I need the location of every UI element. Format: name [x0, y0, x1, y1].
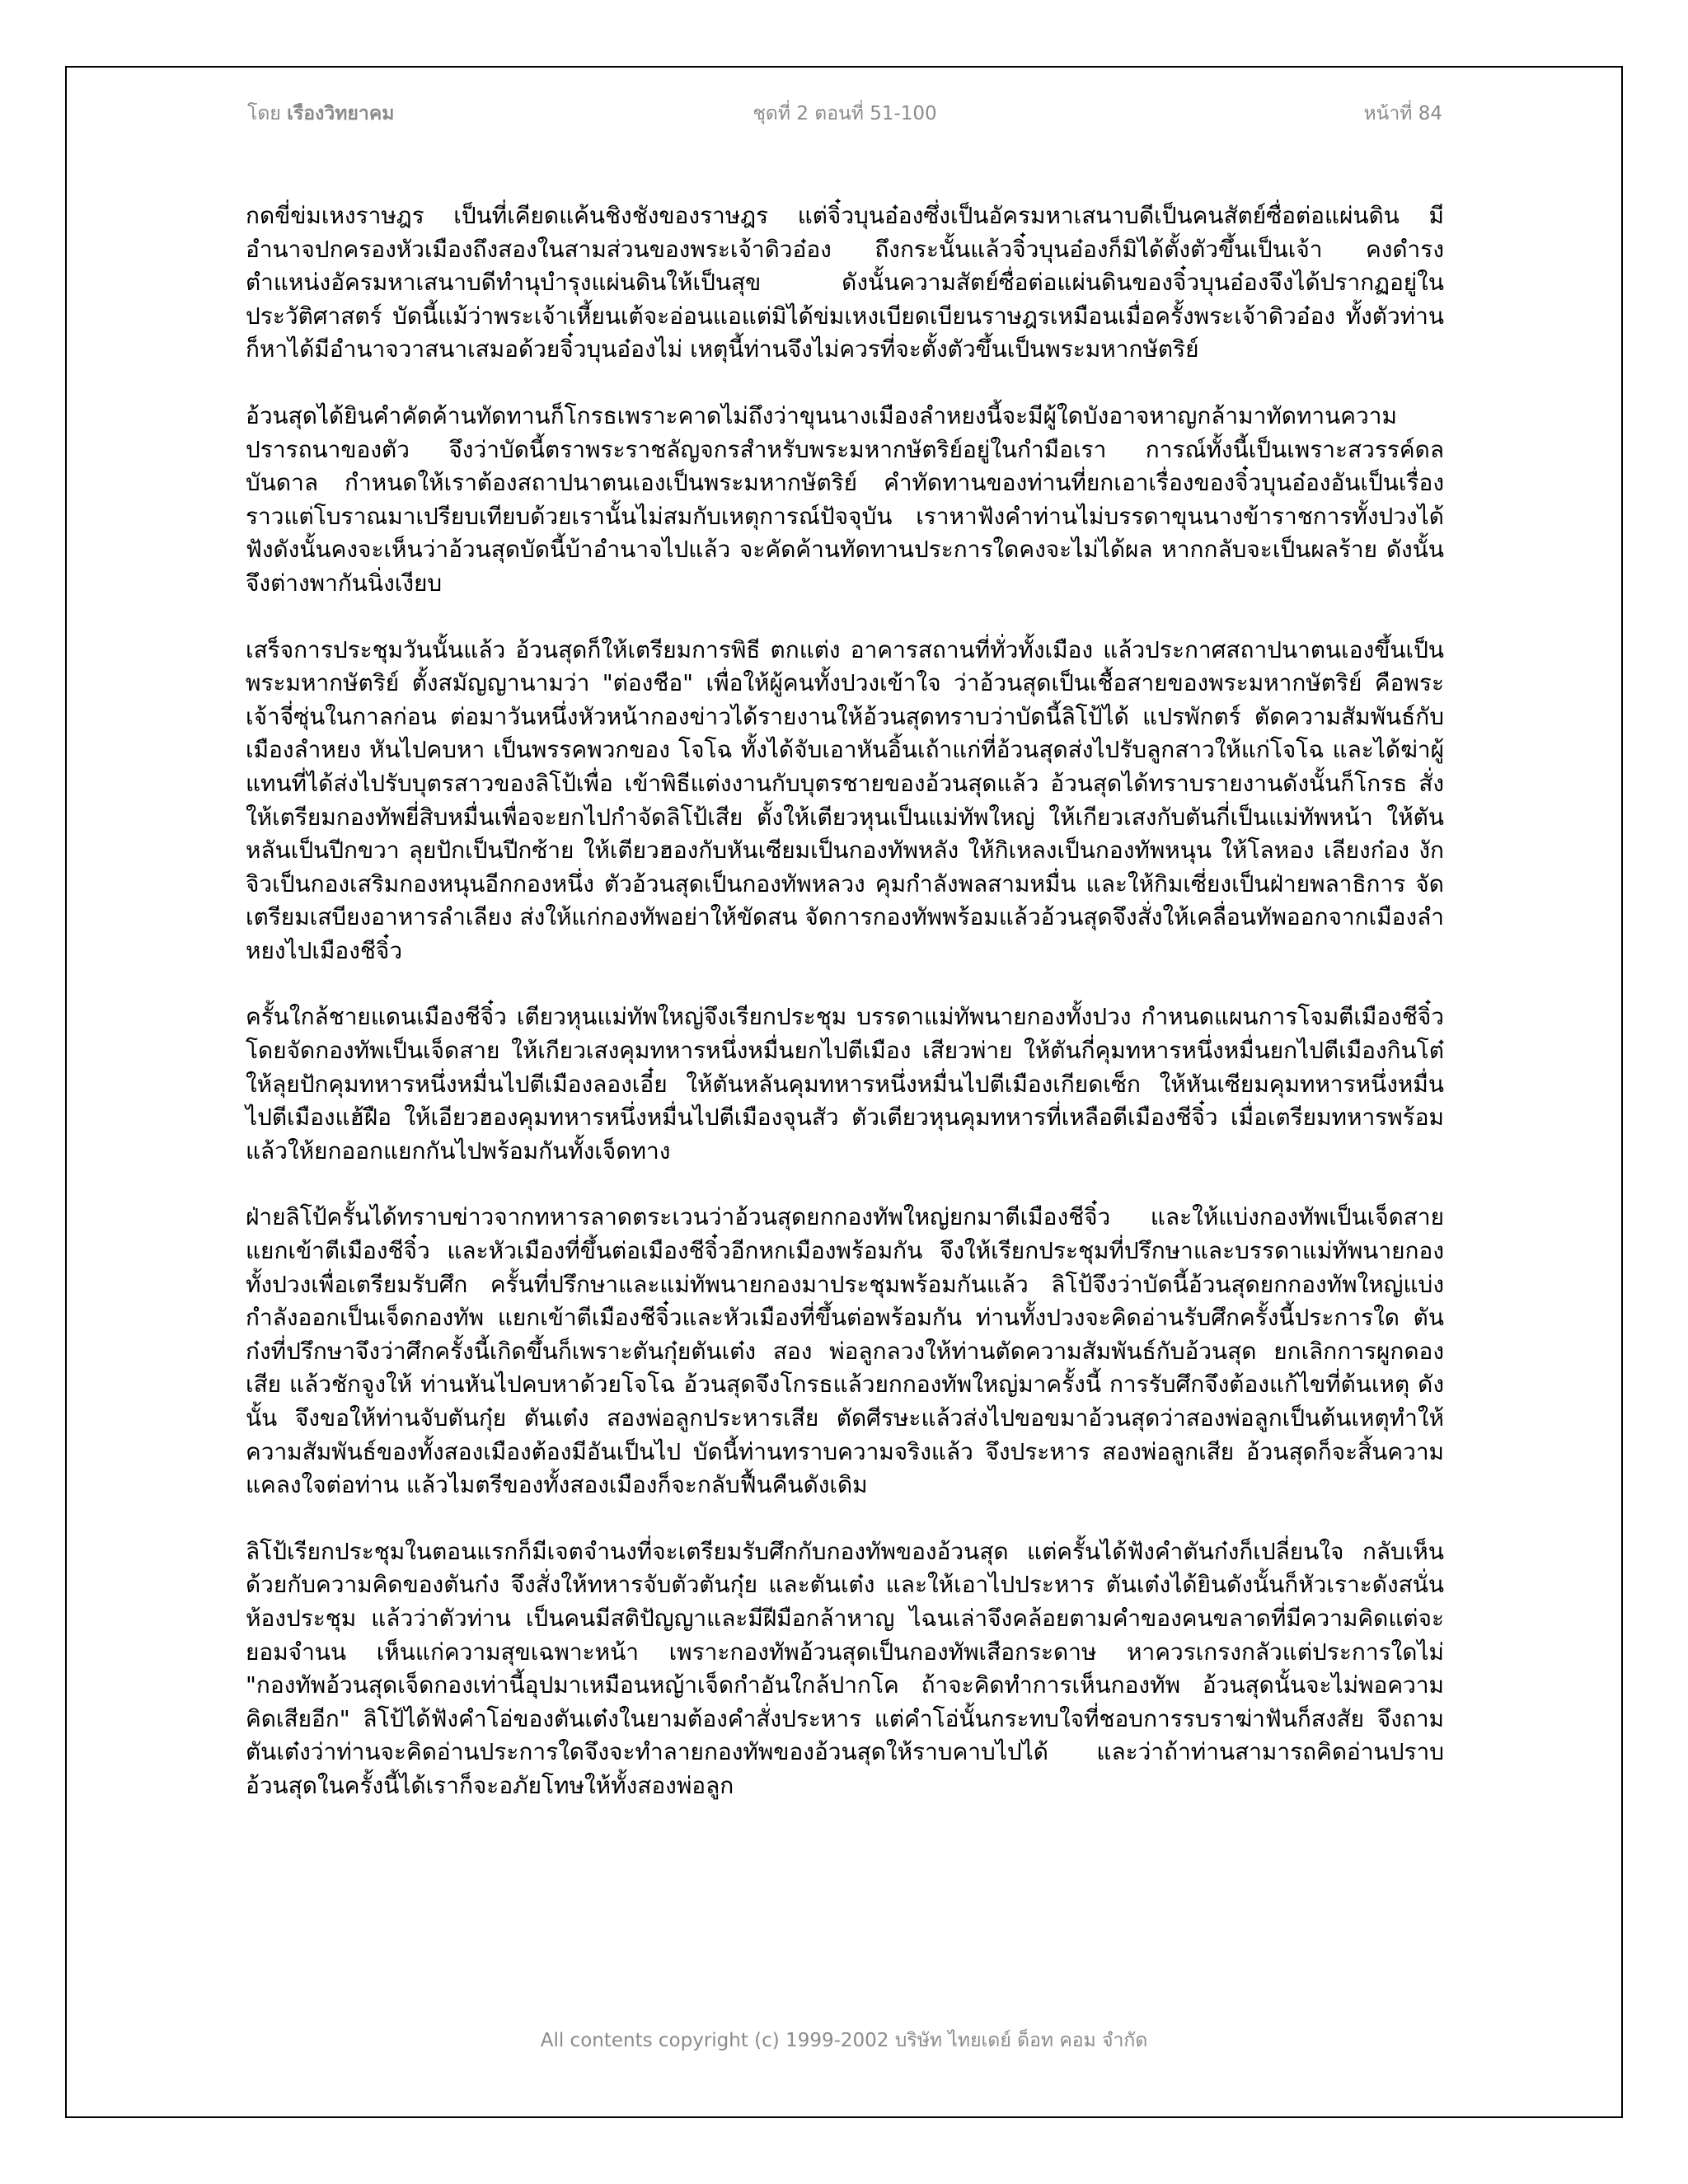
paragraph: ลิโป้เรียกประชุมในตอนแรกก็มีเจตจำนงที่จะเตรียมรับศึกกับกองทัพของอ้วนสุด แต่ครั้นได้ฟังคำตันก๋งก็เปลี่ยนใจ กลับเห็นด้วยกับความคิดของตันก๋ง จึงสั่งให้ทหารจับตัวตันกุ๋ย และตันเต๋ง และให้เอาไปประหาร ตันเต๋งได้ยินดังนั้นก็หัวเราะดังสนั่นห้องประชุม แล้วว่าตัวท่าน เป็นคนมีสติปัญญาและมีฝีมือกล้าหาญ ไฉนเล่าจึงคล้อยตามคำของคนขลาดที่มีความคิดแต่จะยอมจำนน เห็นแก่ความสุขเฉพาะหน้า เพราะกองทัพอ้วนสุดเป็นกองทัพเสือกระดาษ หาควรเกรงกลัวแต่ประการใดไม่ "กองทัพอ้วนสุดเจ็ดกองเท่านี้อุปมาเหมือนหญ้าเจ็ดกำอันใกล้ปากโค ถ้าจะคิดทำการเห็นกองทัพ อ้วนสุดนั้นจะไม่พอความคิดเสียอีก" ลิโป้ได้ฟังคำโอ่ของตันเต๋งในยามต้องคำสั่งประหาร แต่คำโอ่นั้นกระทบใจที่ชอบการรบราฆ่าฟันก็สงสัย จึงถามตันเต๋งว่าท่านจะคิดอ่านประการใดจึงจะทำลายกองทัพของอ้วนสุดให้ราบคาบไปได้ และว่าถ้าท่านสามารถคิดอ่านปราบอ้วนสุดในครั้งนี้ได้เราก็จะอภัยโทษให้ทั้งสองพ่อลูก [246, 1537, 1444, 1799]
page-number: หน้าที่ 84 [1363, 103, 1442, 124]
author-prefix: โดย [247, 103, 281, 124]
paragraph: ฝ่ายลิโป้ครั้นได้ทราบข่าวจากทหารลาดตระเวนว่าอ้วนสุดยกกองทัพใหญ่ยกมาตีเมืองชีจิ๋ว และให้แบ่งกองทัพเป็นเจ็ดสาย แยกเข้าตีเมืองชีจิ๋ว และหัวเมืองที่ขึ้นต่อเมืองชีจิ๋วอีกหกเมืองพร้อมกัน จึงให้เรียกประชุมที่ปรึกษาและบรรดาแม่ทัพนายกองทั้งปวงเพื่อเตรียมรับศึก ครั้นที่ปรึกษาและแม่ทัพนายกองมาประชุมพร้อมกันแล้ว ลิโป้จึงว่าบัดนี้อ้วนสุดยกกองทัพใหญ่แบ่งกำลังออกเป็นเจ็ดกองทัพ แยกเข้าตีเมืองชีจิ๋วและหัวเมืองที่ขึ้นต่อพร้อมกัน ท่านทั้งปวงจะคิดอ่านรับศึกครั้งนี้ประการใด ตันก๋งที่ปรึกษาจึงว่าศึกครั้งนี้เกิดขึ้นก็เพราะตันกุ๋ยตันเต๋ง สอง พ่อลูกลวงให้ท่านตัดความสัมพันธ์กับอ้วนสุด ยกเลิกการผูกดองเสีย แล้วชักจูงให้ ท่านหันไปคบหาด้วยโจโฉ อ้วนสุดจึงโกรธแล้วยกกองทัพใหญ่มาครั้งนี้ การรับศึกจึงต้องแก้ไขที่ต้นเหตุ ดังนั้น จึงขอให้ท่านจับตันกุ๋ย ตันเต๋ง สองพ่อลูกประหารเสีย ตัดศีรษะแล้วส่งไปขอขมาอ้วนสุดว่าสองพ่อลูกเป็นต้นเหตุทำให้ความสัมพันธ์ของทั้งสองเมืองต้องมีอันเป็นไป บัดนี้ท่านทราบความจริงแล้ว จึงประหาร สองพ่อลูกเสีย อ้วนสุดก็จะสิ้นความแคลงใจต่อท่าน แล้วไมตรีของทั้งสองเมืองก็จะกลับฟื้นคืนดังเดิม [246, 1203, 1444, 1499]
article-body [246, 199, 1444, 1836]
page-header [247, 99, 1442, 127]
paragraph: ครั้นใกล้ชายแดนเมืองชีจิ๋ว เตียวหุนแม่ทัพใหญ่จึงเรียกประชุม บรรดาแม่ทัพนายกองทั้งปวง กำหนดแผนการโจมตีเมืองชีจิ๋ว โดยจัดกองทัพเป็นเจ็ดสาย ให้เกียวเสงคุมทหารหนึ่งหมื่นยกไปตีเมือง เสียวพ่าย ให้ตันกี่คุมทหารหนึ่งหมื่นยกไปตีเมืองกินโต๋ ให้ลุยปักคุมทหารหนึ่งหมื่นไปตีเมืองลองเอี๋ย ให้ตันหลันคุมทหารหนึ่งหมื่นไปตีเมืองเกียดเซ็ก ให้หันเซียมคุมทหารหนึ่งหมื่นไปตีเมืองแฮ้ฝือ ให้เอียวฮองคุมทหารหนึ่งหมื่นไปตีเมืองจุนสัว ตัวเตียวหุนคุมทหารที่เหลือตีเมืองชีจิ๋ว เมื่อเตรียมทหารพร้อมแล้วให้ยกออกแยกกันไปพร้อมกันทั้งเจ็ดทาง [246, 1003, 1444, 1165]
paragraph: เสร็จการประชุมวันนั้นแล้ว อ้วนสุดก็ให้เตรียมการพิธี ตกแต่ง อาคารสถานที่ทั่วทั้งเมือง แล้วประกาศสถาปนาตนเองขึ้นเป็นพระมหากษัตริย์ ตั้งสมัญญานามว่า "ต่องชือ" เพื่อให้ผู้คนทั้งปวงเข้าใจ ว่าอ้วนสุดเป็นเชื้อสายของพระมหากษัตริย์ คือพระเจ้าจี่ซุ่นในกาลก่อน ต่อมาวันหนึ่งหัวหน้ากองข่าวได้รายงานให้อ้วนสุดทราบว่าบัดนี้ลิโป้ได้ แปรพักตร์ ตัดความสัมพันธ์กับเมืองลำหยง หันไปคบหา เป็นพรรคพวกของ โจโฉ ทั้งได้จับเอาหันอิ้นเถ้าแก่ที่อ้วนสุดส่งไปรับลูกสาวให้แก่โจโฉ และได้ฆ่าผู้แทนที่ได้ส่งไปรับบุตรสาวของลิโป้เพื่อ เข้าพิธีแต่งงานกับบุตรชายของอ้วนสุดแล้ว อ้วนสุดได้ทราบรายงานดังนั้นก็โกรธ สั่งให้เตรียมกองทัพยี่สิบหมื่นเพื่อจะยกไปกำจัดลิโป้เสีย ตั้งให้เตียวหุนเป็นแม่ทัพใหญ่ ให้เกียวเสงกับตันกี่เป็นแม่ทัพหน้า ให้ตันหลันเป็นปีกขวา ลุยปักเป็นปีกซ้าย ให้เตียวฮองกับหันเซียมเป็นกองทัพหลัง ให้กิเหลงเป็นกองทัพหนุน ให้โลหอง เลียงก๋อง งักจิวเป็นกองเสริมกองหนุนอีกกองหนึ่ง ตัวอ้วนสุดเป็นกองทัพหลวง คุมกำลังพลสามหมื่น และให้กิมเซี่ยงเป็นฝ่ายพลาธิการ จัดเตรียมเสบียงอาหารลำเลียง ส่งให้แก่กองทัพอย่าให้ขัดสน จัดการกองทัพพร้อมแล้วอ้วนสุดจึงสั่งให้เคลื่อนทัพออกจากเมืองลำหยงไปเมืองชีจิ๋ว [246, 635, 1444, 964]
paragraph: กดขี่ข่มเหงราษฎร เป็นที่เคียดแค้นชิงชังของราษฎร แต่จิ๋วบุนอ๋องซึ่งเป็นอัครมหาเสนาบดีเป็นคนสัตย์ซื่อต่อแผ่นดิน มีอำนาจปกครองหัวเมืองถึงสองในสามส่วนของพระเจ้าดิวอ๋อง ถึงกระนั้นแล้วจิ๋วบุนอ๋องก็มิได้ตั้งตัวขึ้นเป็นเจ้า คงดำรงตำแหน่งอัครมหาเสนาบดีทำนุบำรุงแผ่นดินให้เป็นสุข ดังนั้นความสัตย์ซื่อต่อแผ่นดินของจิ๋วบุนอ๋องจึงได้ปรากฏอยู่ในประวัติศาสตร์ บัดนี้แม้ว่าพระเจ้าเหี้ยนเต้จะอ่อนแอแต่มิได้ข่มเหงเบียดเบียนราษฎรเหมือนเมื่อครั้งพระเจ้าดิวอ๋อง ทั้งตัวท่านก็หาได้มีอำนาจวาสนาเสมอด้วยจิ๋วบุนอ๋องไม่ เหตุนี้ท่านจึงไม่ควรที่จะตั้งตัวขึ้นเป็นพระมหากษัตริย์ [246, 202, 1444, 363]
copyright-footer: All contents copyright (c) 1999-2002 บริษัท ไทยเดย์ ด็อท คอม จำกัด [540, 2030, 1148, 2051]
author-name: เรืองวิทยาคม [287, 103, 395, 124]
series-label: ชุดที่ 2 ตอนที่ 51-100 [753, 103, 937, 124]
paragraph: อ้วนสุดได้ยินคำคัดค้านทัดทานก็โกรธเพราะคาดไม่ถึงว่าขุนนางเมืองลำหยงนี้จะมีผู้ใดบังอาจหาญกล้ามาทัดทานความปรารถนาของตัว จึงว่าบัดนี้ตราพระราชลัญจกรสำหรับพระมหากษัตริย์อยู่ในกำมือเรา การณ์ทั้งนี้เป็นเพราะสวรรค์ดลบันดาล กำหนดให้เราต้องสถาปนาตนเองเป็นพระมหากษัตริย์ คำทัดทานของท่านที่ยกเอาเรื่องของจิ๋วบุนอ๋องอันเป็นเรื่องราวแต่โบราณมาเปรียบเทียบด้วยเรานั้นไม่สมกับเหตุการณ์ปัจจุบัน เราหาฟังคำท่านไม่บรรดาขุนนางข้าราชการทั้งปวงได้ฟังดังนั้นคงจะเห็นว่าอ้วนสุดบัดนี้บ้าอำนาจไปแล้ว จะคัดค้านทัดทานประการใดคงจะไม่ได้ผล หากกลับจะเป็นผลร้าย ดังนั้นจึงต่างพากันนิ่งเงียบ [246, 401, 1444, 597]
